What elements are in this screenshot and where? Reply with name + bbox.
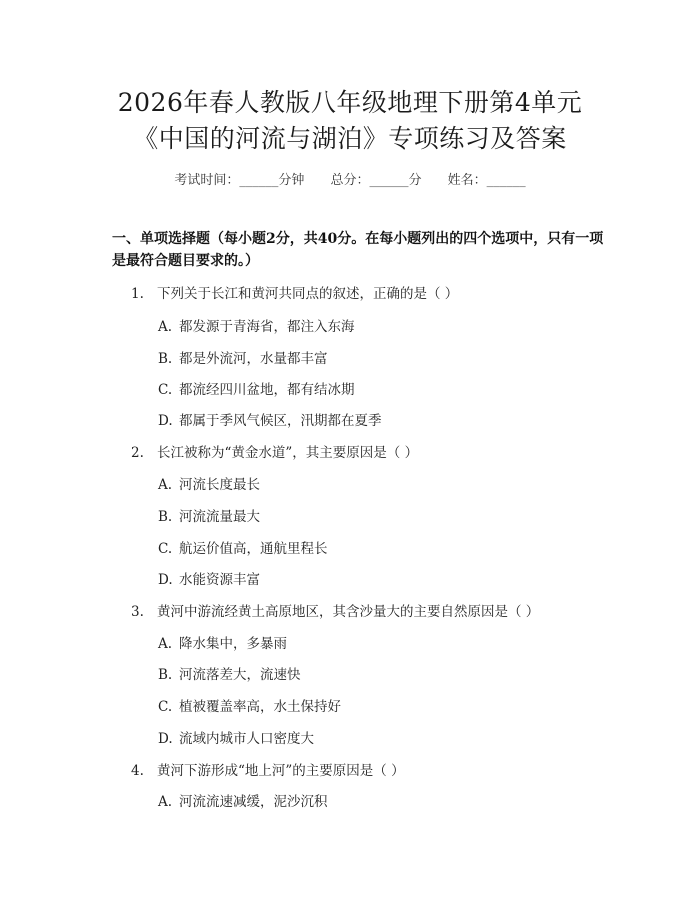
option-text: 水能资源丰富 (179, 572, 260, 588)
option-letter: D. (158, 572, 173, 588)
option-text: 航运价值高，通航里程长 (179, 541, 328, 557)
option-letter: A. (158, 794, 173, 810)
option-2b (158, 505, 260, 525)
option-text: 都流经四川盆地，都有结冰期 (179, 382, 355, 398)
option-letter: D. (158, 731, 173, 747)
question-number: 4. (131, 763, 144, 779)
student-name-blank: ______ (486, 173, 526, 188)
exam-time-blank: ______ (239, 173, 279, 188)
option-1a (158, 315, 355, 335)
option-letter: A. (158, 636, 173, 652)
question-text: 长江被称为“黄金水道”，其主要原因是（ ） (157, 445, 419, 461)
option-text: 河流落差大，流速快 (179, 667, 301, 683)
option-text: 流域内城市人口密度大 (179, 731, 314, 747)
option-text: 植被覆盖率高，水土保持好 (179, 699, 341, 715)
exam-time (174, 173, 304, 188)
question-text: 下列关于长江和黄河共同点的叙述，正确的是（ ） (157, 286, 459, 302)
option-1d (158, 409, 382, 429)
total-score-blank: ______ (369, 173, 409, 188)
option-text: 河流流速减缓，泥沙沉积 (179, 794, 328, 810)
option-1c (158, 378, 355, 398)
section-heading (112, 228, 612, 272)
option-text: 降水集中，多暴雨 (179, 636, 287, 652)
question-number: 3. (131, 604, 144, 620)
total-score (330, 173, 421, 188)
option-3d (158, 727, 314, 747)
option-2c (158, 537, 328, 557)
question-2 (131, 441, 418, 461)
student-name-label: 姓名： (447, 173, 487, 188)
section-heading-line2: 是最符合题目要求的。） (112, 253, 259, 269)
option-4a (158, 790, 328, 810)
option-letter: C. (158, 699, 173, 715)
option-letter: C. (158, 382, 173, 398)
exam-time-unit: 分钟 (278, 173, 305, 188)
option-letter: B. (158, 667, 173, 683)
option-3c (158, 695, 341, 715)
question-4 (131, 759, 405, 779)
option-text: 都发源于青海省，都注入东海 (179, 319, 355, 335)
question-text: 黄河下游形成“地上河”的主要原因是（ ） (157, 763, 405, 779)
question-text: 黄河中游流经黄土高原地区，其含沙量大的主要自然原因是（ ） (157, 604, 540, 620)
document-title-line1: 2026年春人教版八年级地理下册第4单元 (117, 88, 583, 117)
option-2d (158, 568, 260, 588)
option-3a (158, 632, 287, 652)
exam-info-line (0, 169, 700, 188)
section-heading-line1: 一、单项选择题（每小题2分，共40分。在每小题列出的四个选项中，只有一项 (112, 231, 604, 247)
question-3 (131, 600, 539, 620)
option-text: 都是外流河，水量都丰富 (179, 351, 328, 367)
total-score-unit: 分 (408, 173, 422, 188)
question-number: 2. (131, 445, 144, 461)
question-1 (131, 282, 458, 302)
option-2a (158, 473, 260, 493)
option-letter: B. (158, 509, 173, 525)
option-letter: C. (158, 541, 173, 557)
document-title-line2: 《中国的河流与湖泊》专项练习及答案 (133, 124, 567, 153)
option-letter: A. (158, 319, 173, 335)
option-3b (158, 663, 301, 683)
option-letter: D. (158, 413, 173, 429)
option-text: 都属于季风气候区，汛期都在夏季 (179, 413, 382, 429)
option-text: 河流流量最大 (179, 509, 260, 525)
option-1b (158, 347, 328, 367)
exam-time-label: 考试时间： (174, 173, 240, 188)
option-letter: A. (158, 477, 173, 493)
question-number: 1. (131, 286, 144, 302)
option-letter: B. (158, 351, 173, 367)
student-name (448, 173, 526, 188)
option-text: 河流长度最长 (179, 477, 260, 493)
total-score-label: 总分： (330, 173, 370, 188)
